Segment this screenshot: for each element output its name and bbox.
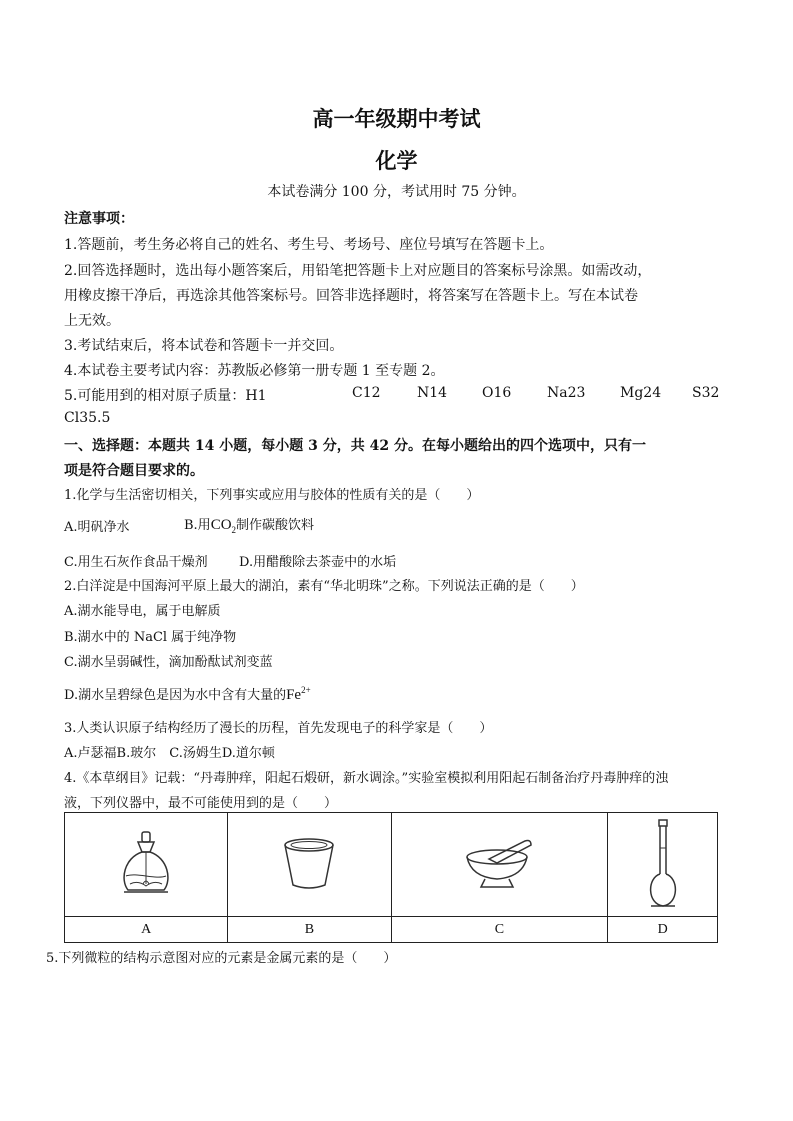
question-1-option-d: D.用醋酸除去茶壶中的水垢 xyxy=(239,555,397,570)
option-b-suffix: 制作碳酸饮料 xyxy=(236,518,315,533)
note-2-line-2: 用橡皮擦干净后，再选涂其他答案标号。回答非选择题时，将答案写在答题卡上。写在本试卷 xyxy=(64,288,638,304)
subject-title: 化学 xyxy=(375,148,418,173)
apparatus-cell-a xyxy=(65,813,228,917)
formula-subscript: 2 xyxy=(231,525,237,535)
ion-fe: Fe xyxy=(286,687,302,703)
note-2-line-3: 上无效。 xyxy=(64,313,120,329)
apparatus-label-b: B xyxy=(228,917,391,943)
atomic-mass-h: 5.可能用到的相对原子质量：H1 xyxy=(64,388,267,404)
question-1-option-a: A.明矾净水 xyxy=(64,520,130,535)
note-3: 3.考试结束后，将本试卷和答题卡一并交回。 xyxy=(64,338,344,354)
question-5-stem: 5.下列微粒的结构示意图对应的元素是金属元素的是（ ） xyxy=(46,951,397,966)
question-3-stem: 3.人类认识原子结构经历了漫长的历程，首先发现电子的科学家是（ ） xyxy=(64,721,493,736)
alcohol-lamp-icon xyxy=(116,828,176,898)
question-2-option-c: C.湖水呈弱碱性，滴加酚酞试剂变蓝 xyxy=(64,655,273,670)
exam-info: 本试卷满分 100 分，考试用时 75 分钟。 xyxy=(267,184,526,200)
atomic-mass-o: O16 xyxy=(482,385,512,401)
atomic-mass-cl: Cl35.5 xyxy=(64,410,111,426)
note-5-atomic-masses xyxy=(64,385,720,405)
atomic-mass-s: S32 xyxy=(692,385,720,401)
apparatus-cell-c xyxy=(391,813,608,917)
formula-co2 xyxy=(211,517,236,533)
apparatus-label-a: A xyxy=(65,917,228,943)
question-2-option-d xyxy=(64,684,311,704)
volumetric-flask-icon xyxy=(643,818,683,908)
mortar-pestle-icon xyxy=(459,833,539,893)
atomic-mass-mg: Mg24 xyxy=(620,385,662,401)
apparatus-table xyxy=(64,812,718,943)
atomic-mass-na: Na23 xyxy=(547,385,586,401)
note-2-line-1: 2.回答选择题时，选出每小题答案后，用铅笔把答题卡上对应题目的答案标号涂黑。如需改动， xyxy=(64,263,652,279)
question-1-option-c: C.用生石灰作食品干燥剂 xyxy=(64,555,208,570)
question-2-option-b: B.湖水中的 NaCl 属于纯净物 xyxy=(64,630,237,645)
option-b-prefix: B.用 xyxy=(184,518,211,533)
notes-heading: 注意事项： xyxy=(64,211,134,227)
apparatus-cell-d xyxy=(608,813,718,917)
question-1-stem: 1.化学与生活密切相关，下列事实或应用与胶体的性质有关的是（ ） xyxy=(64,488,480,503)
question-3-options: A.卢瑟福B.玻尔 C.汤姆生D.道尔顿 xyxy=(64,746,275,761)
section-heading-line-1: 一、选择题：本题共 14 小题，每小题 3 分，共 42 分。在每小题给出的四个选项中，只有一 xyxy=(64,438,646,454)
crucible-icon xyxy=(279,833,339,893)
section-heading-line-2: 项是符合题目要求的。 xyxy=(64,463,204,479)
question-4-line-2: 液，下列仪器中，最不可能使用到的是（ ） xyxy=(64,796,338,811)
exam-title: 高一年级期中考试 xyxy=(312,106,481,131)
option-d-prefix: D.湖水呈碧绿色是因为水中含有大量的 xyxy=(64,688,287,703)
apparatus-label-c: C xyxy=(391,917,608,943)
apparatus-label-d: D xyxy=(608,917,718,943)
note-4: 4.本试卷主要考试内容：苏教版必修第一册专题 1 至专题 2。 xyxy=(64,363,445,379)
note-1: 1.答题前，考生务必将自己的姓名、考生号、考场号、座位号填写在答题卡上。 xyxy=(64,237,554,253)
formula-co: CO xyxy=(210,517,232,533)
question-1-option-b xyxy=(184,514,314,535)
question-2-option-a: A.湖水能导电，属于电解质 xyxy=(64,604,221,619)
ion-charge: 2+ xyxy=(301,685,311,695)
question-2-stem: 2.白洋淀是中国海河平原上最大的湖泊，素有“华北明珠”之称。下列说法正确的是（ ） xyxy=(64,579,584,594)
question-4-line-1: 4.《本草纲目》记载：“丹毒肿痒，阳起石煅研，新水调涂。”实验室模拟利用阳起石制备治疗丹毒肿痒的浊 xyxy=(64,771,669,786)
atomic-mass-c: C12 xyxy=(352,385,381,401)
ion-fe2 xyxy=(286,687,311,703)
apparatus-cell-b xyxy=(228,813,391,917)
atomic-mass-n: N14 xyxy=(417,385,448,401)
